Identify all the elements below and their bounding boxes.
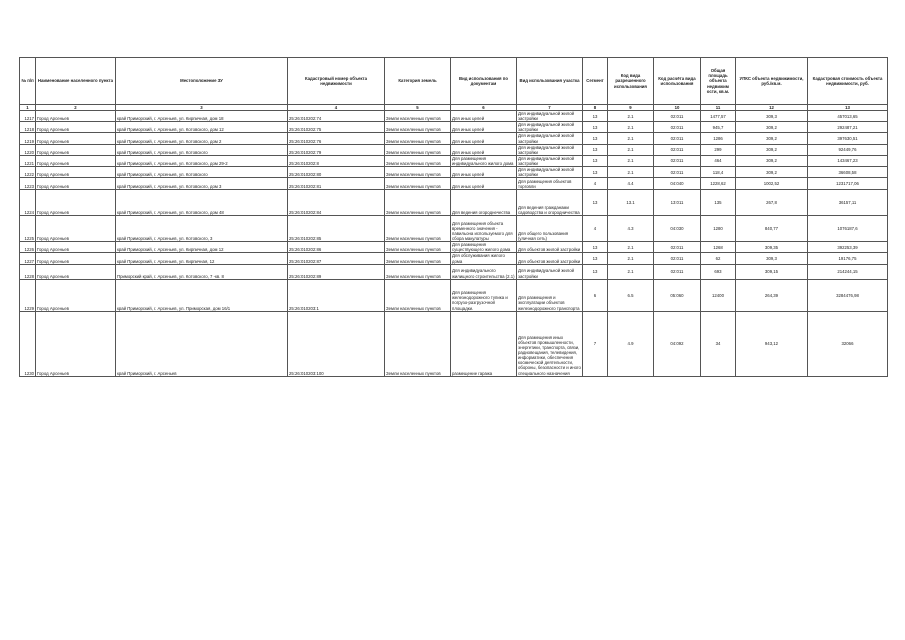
cell-location: край Приморский, г. Арсеньев, ул. Котовского, дом 2: [116, 133, 288, 144]
cell-calc-code: 05:060: [654, 279, 701, 311]
cadastral-table: [19, 57, 888, 377]
cell-segment: 13: [583, 167, 608, 178]
cell-area: 62: [701, 253, 736, 264]
cell-upks: 309,2: [736, 133, 808, 144]
cell-area: 12400: [701, 279, 736, 311]
cell-calc-code: 02:011: [654, 133, 701, 144]
cell-location: край Приморский, г. Арсеньев: [116, 311, 288, 376]
cell-doc-use: Для иных целей: [451, 111, 517, 122]
cell-segment: 13: [583, 264, 608, 279]
header-use-code: Код вида разрешенного использования: [608, 58, 654, 105]
cell-settlement: Город Арсеньев: [36, 133, 116, 144]
cell-calc-code: 04:030: [654, 216, 701, 242]
column-number: 12: [736, 105, 808, 111]
cell-segment: 13: [583, 242, 608, 253]
header-land-category: Категория земель: [385, 58, 451, 105]
cell-use-code: 6.5: [608, 279, 654, 311]
column-number: 11: [701, 105, 736, 111]
column-number: 4: [288, 105, 385, 111]
cell-doc-use: размещение гаража: [451, 311, 517, 376]
column-number: 5: [385, 105, 451, 111]
cell-area: 945,7: [701, 122, 736, 133]
cell-cadastral-value: 292487,21: [808, 122, 888, 133]
cell-row-number: 1227: [20, 253, 36, 264]
cell-settlement: Город Арсеньев: [36, 242, 116, 253]
header-row: [20, 58, 888, 105]
cell-area: 299: [701, 144, 736, 155]
cell-cadastral-value: 3284476,98: [808, 279, 888, 311]
cell-calc-code: 04:040: [654, 178, 701, 190]
table-row: [20, 264, 888, 279]
cell-use-code: 4.9: [608, 311, 654, 376]
cell-calc-code: 02:011: [654, 242, 701, 253]
cell-row-number: 1223: [20, 178, 36, 190]
table-row: [20, 190, 888, 216]
column-number: 1: [20, 105, 36, 111]
cell-area: 34: [701, 311, 736, 376]
cell-upks: 309,2: [736, 155, 808, 166]
cell-settlement: Город Арсеньев: [36, 167, 116, 178]
cell-calc-code: 02:011: [654, 144, 701, 155]
cell-segment: 6: [583, 279, 608, 311]
header-number: № п/п: [20, 58, 36, 105]
cell-doc-use: Для ведения огороднечества: [451, 190, 517, 216]
table-row: [20, 122, 888, 133]
cell-land-category: Земли населенных пунктов: [385, 122, 451, 133]
cell-row-number: 1230: [20, 311, 36, 376]
cell-row-number: 1224: [20, 190, 36, 216]
cell-location: край Приморский, г. Арсеньев, ул. Приморская, дом 16/1: [116, 279, 288, 311]
cell-use-code: 4.4: [608, 178, 654, 190]
cell-land-category: Земли населенных пунктов: [385, 144, 451, 155]
cell-use-code: 2.1: [608, 111, 654, 122]
cell-row-number: 1219: [20, 133, 36, 144]
cell-cadastral-value: 457013,65: [808, 111, 888, 122]
cell-calc-code: 02:011: [654, 167, 701, 178]
cell-land-category: Земли населенных пунктов: [385, 311, 451, 376]
cell-plot-use: Для индивидуальной жилой застройки: [517, 155, 583, 166]
cell-cadastral-number: 25:26:010202:75: [288, 122, 385, 133]
cell-cadastral-value: 32066: [808, 311, 888, 376]
cell-doc-use: Для иных целей: [451, 167, 517, 178]
cell-cadastral-number: 25:26:010202:80: [288, 167, 385, 178]
cell-use-code: 2.1: [608, 122, 654, 133]
cell-plot-use: Для общего пользования (уличная сеть): [517, 216, 583, 242]
column-number: 7: [517, 105, 583, 111]
cell-location: край Приморский, г. Арсеньев, ул. Кирпичная, 12: [116, 253, 288, 264]
cell-plot-use: Для индивидуальной жилой застройки: [517, 167, 583, 178]
cell-row-number: 1221: [20, 155, 36, 166]
cell-land-category: Земли населенных пунктов: [385, 279, 451, 311]
cell-cadastral-number: 25:26:010202:86: [288, 242, 385, 253]
cell-segment: 13: [583, 190, 608, 216]
header-location: Местоположение ЗУ: [116, 58, 288, 105]
column-number: 13: [808, 105, 888, 111]
cell-area: 1477,57: [701, 111, 736, 122]
cell-doc-use: Для иных целей: [451, 178, 517, 190]
cell-segment: 13: [583, 144, 608, 155]
cell-row-number: 1220: [20, 144, 36, 155]
cell-cadastral-value: 397630,51: [808, 133, 888, 144]
cell-row-number: 1225: [20, 216, 36, 242]
cell-doc-use: Для размещения железнодорожного тупика и погрузо-разгрузочной площадки.: [451, 279, 517, 311]
cell-plot-use: Для индивидуальной жилой застройки: [517, 122, 583, 133]
cell-land-category: Земли населенных пунктов: [385, 264, 451, 279]
cell-segment: 13: [583, 155, 608, 166]
header-doc-use: Вид использования по документам: [451, 58, 517, 105]
cell-area: 1286: [701, 133, 736, 144]
cell-land-category: Земли населенных пунктов: [385, 167, 451, 178]
cell-cadastral-number: 25:26:010202:74: [288, 111, 385, 122]
cell-upks: 840,77: [736, 216, 808, 242]
cell-segment: 4: [583, 178, 608, 190]
table-row: [20, 167, 888, 178]
cell-row-number: 1229: [20, 279, 36, 311]
cell-upks: 309,2: [736, 144, 808, 155]
header-upks: УПКС объекта недвижимости, руб./кв.м.: [736, 58, 808, 105]
cell-doc-use: Для иных целей: [451, 144, 517, 155]
cell-location: край Приморский, г. Арсеньев, ул. Котовского, дом 12: [116, 122, 288, 133]
cell-settlement: Город Арсеньев: [36, 122, 116, 133]
cell-settlement: Город Арсеньев: [36, 144, 116, 155]
table-row: [20, 253, 888, 264]
cell-plot-use: Для индивидуальной жилой застройки: [517, 144, 583, 155]
cell-use-code: 2.1: [608, 264, 654, 279]
cell-land-category: Земли населенных пунктов: [385, 253, 451, 264]
cell-row-number: 1218: [20, 122, 36, 133]
cell-settlement: Город Арсеньев: [36, 264, 116, 279]
cell-area: 1268: [701, 242, 736, 253]
cell-settlement: Город Арсеньев: [36, 311, 116, 376]
cell-area: 135: [701, 190, 736, 216]
cell-cadastral-number: 25:26:010202:8: [288, 155, 385, 166]
cell-cadastral-number: 25:26:010202:85: [288, 216, 385, 242]
cell-settlement: Город Арсеньев: [36, 111, 116, 122]
cell-upks: 1002,52: [736, 178, 808, 190]
cell-plot-use: Для индивидуальной жилой застройки: [517, 111, 583, 122]
cell-segment: 13: [583, 133, 608, 144]
cell-cadastral-value: 1076187,6: [808, 216, 888, 242]
cell-location: край Приморский, г. Арсеньев, ул. Котовского, дом 3: [116, 178, 288, 190]
cell-cadastral-value: 36608,58: [808, 167, 888, 178]
table-row: [20, 144, 888, 155]
cell-land-category: Земли населенных пунктов: [385, 242, 451, 253]
cell-use-code: 2.1: [608, 155, 654, 166]
cell-cadastral-number: 25:26:010202:76: [288, 133, 385, 144]
cell-cadastral-number: 25:26:010202:79: [288, 144, 385, 155]
cell-cadastral-value: 36157,11: [808, 190, 888, 216]
cell-cadastral-number: 25:26:010203:1: [288, 279, 385, 311]
cell-plot-use: Для ведения гражданами садоводства и огородничества: [517, 190, 583, 216]
header-plot-use: Вид использования участка: [517, 58, 583, 105]
cell-calc-code: 02:011: [654, 111, 701, 122]
cell-area: 464: [701, 155, 736, 166]
cell-area: 693: [701, 264, 736, 279]
cell-settlement: Город Арсеньев: [36, 279, 116, 311]
cell-location: край Приморский, г. Арсеньев, ул. Котовского, дом 48: [116, 190, 288, 216]
cell-land-category: Земли населенных пунктов: [385, 178, 451, 190]
cell-doc-use: Для обслуживания жилого дома: [451, 253, 517, 264]
cell-settlement: Город Арсеньев: [36, 178, 116, 190]
cell-use-code: 2.1: [608, 242, 654, 253]
cell-cadastral-value: 214244,15: [808, 264, 888, 279]
cell-plot-use: Для размещения объектов торговли: [517, 178, 583, 190]
cell-cadastral-number: 25:26:010202:84: [288, 190, 385, 216]
cell-location: край Приморский, г. Арсеньев, ул. Котовского, дом 29-2: [116, 155, 288, 166]
cell-location: край Приморский, г. Арсеньев, ул. Котовского, 3: [116, 216, 288, 242]
cell-doc-use: Для размещения индивидуального жилого дома: [451, 155, 517, 166]
cell-use-code: 2.1: [608, 167, 654, 178]
cell-settlement: Город Арсеньев: [36, 253, 116, 264]
cell-area: 118,4: [701, 167, 736, 178]
header-cadastral-number: Кадастровый номер объекта недвижимости: [288, 58, 385, 105]
table-row: [20, 311, 888, 376]
column-number: 6: [451, 105, 517, 111]
column-number: 3: [116, 105, 288, 111]
cell-upks: 309,2: [736, 122, 808, 133]
cell-doc-use: Для иных целей: [451, 133, 517, 144]
cell-row-number: 1226: [20, 242, 36, 253]
cell-upks: 264,39: [736, 279, 808, 311]
cell-land-category: Земли населенных пунктов: [385, 111, 451, 122]
cell-location: край Приморский, г. Арсеньев, ул. Кирпичная, дом 12: [116, 242, 288, 253]
cell-doc-use: Для индивидуального жилищного строительства (2.1): [451, 264, 517, 279]
cell-segment: 13: [583, 253, 608, 264]
cell-area: 1228,62: [701, 178, 736, 190]
cell-calc-code: 02:011: [654, 155, 701, 166]
cell-cadastral-number: 25:26:010202:87: [288, 253, 385, 264]
cell-calc-code: 02:011: [654, 264, 701, 279]
cell-segment: 7: [583, 311, 608, 376]
cell-area: 1280: [701, 216, 736, 242]
cell-use-code: 2.1: [608, 144, 654, 155]
cell-calc-code: 13:011: [654, 190, 701, 216]
cell-settlement: Город Арсеньев: [36, 190, 116, 216]
header-calc-code: Код расчёта вида использования: [654, 58, 701, 105]
table-row: [20, 178, 888, 190]
cell-upks: 309,3: [736, 253, 808, 264]
cell-doc-use: Для иных целей: [451, 122, 517, 133]
cell-cadastral-number: 25:26:010203:100: [288, 311, 385, 376]
cell-upks: 267,8: [736, 190, 808, 216]
header-settlement: Наименование населенного пункта: [36, 58, 116, 105]
table-row: [20, 216, 888, 242]
table-row: [20, 242, 888, 253]
cell-use-code: 2.1: [608, 133, 654, 144]
cell-cadastral-number: 25:26:010202:81: [288, 178, 385, 190]
column-number: 2: [36, 105, 116, 111]
cell-cadastral-value: 1231717,06: [808, 178, 888, 190]
cell-cadastral-value: 143467,23: [808, 155, 888, 166]
header-segment: Сегмент: [583, 58, 608, 105]
cell-row-number: 1217: [20, 111, 36, 122]
table-row: [20, 133, 888, 144]
cell-location: край Приморский, г. Арсеньев, ул. Кирпичная, дом 18: [116, 111, 288, 122]
cell-use-code: 13.1: [608, 190, 654, 216]
cell-upks: 943,12: [736, 311, 808, 376]
cell-plot-use: Для размещения иных объектов промышленности, энергетики, транспорта, связи, радиовещания, телевидения, информатики, обеспечения космической деятельности, обороны, безопасности и иного специального назначения: [517, 311, 583, 376]
cell-upks: 309,15: [736, 264, 808, 279]
cell-plot-use: Для объектов жилой застройки: [517, 242, 583, 253]
cadastral-table-sheet: [19, 57, 887, 377]
cell-land-category: Земли населенных пунктов: [385, 190, 451, 216]
column-number: 8: [583, 105, 608, 111]
cell-land-category: Земли населенных пунктов: [385, 133, 451, 144]
cell-use-code: 2.1: [608, 253, 654, 264]
cell-location: край Приморский, г. Арсеньев, ул. Котовского: [116, 144, 288, 155]
cell-cadastral-value: 19176,75: [808, 253, 888, 264]
table-row: [20, 155, 888, 166]
cell-cadastral-number: 25:26:010202:89: [288, 264, 385, 279]
cell-location: край Приморский, г. Арсеньев, ул. Котовского: [116, 167, 288, 178]
cell-cadastral-value: 392253,39: [808, 242, 888, 253]
column-number: 9: [608, 105, 654, 111]
cell-row-number: 1222: [20, 167, 36, 178]
cell-doc-use: Для размещения существующего жилого дома: [451, 242, 517, 253]
cell-upks: 309,2: [736, 167, 808, 178]
header-cadastral-value: Кадастровая стоимость объекта недвижимости, руб.: [808, 58, 888, 105]
column-number: 10: [654, 105, 701, 111]
table-row: [20, 111, 888, 122]
header-area: Общая площадь объекта недвижим ости, кв.м.: [701, 58, 736, 105]
cell-settlement: Город Арсеньев: [36, 216, 116, 242]
cell-doc-use: Для размещения объекта временного значения - павильона используемого для сбора макулатуры: [451, 216, 517, 242]
cell-calc-code: 02:011: [654, 122, 701, 133]
cell-upks: 309,3: [736, 111, 808, 122]
cell-segment: 4: [583, 216, 608, 242]
cell-use-code: 4.3: [608, 216, 654, 242]
cell-plot-use: Для индивидуальной жилой застройки: [517, 133, 583, 144]
cell-plot-use: Для размещения и эксплуатации объектов железнодорожного транспорта: [517, 279, 583, 311]
cell-segment: 13: [583, 122, 608, 133]
cell-plot-use: Для индивидуальной жилой застройки: [517, 264, 583, 279]
cell-settlement: Город Арсеньев: [36, 155, 116, 166]
cell-cadastral-value: 92449,76: [808, 144, 888, 155]
cell-row-number: 1228: [20, 264, 36, 279]
cell-plot-use: Для объектов жилой застройки: [517, 253, 583, 264]
table-body: [20, 111, 888, 377]
cell-upks: 309,35: [736, 242, 808, 253]
cell-calc-code: 02:011: [654, 253, 701, 264]
table-row: [20, 279, 888, 311]
cell-segment: 13: [583, 111, 608, 122]
cell-land-category: Земли населенных пунктов: [385, 216, 451, 242]
cell-location: Приморский край, г. Арсеньев, ул. Котовского, 7 -кв. 8: [116, 264, 288, 279]
cell-land-category: Земли населенных пунктов: [385, 155, 451, 166]
cell-calc-code: 04:092: [654, 311, 701, 376]
